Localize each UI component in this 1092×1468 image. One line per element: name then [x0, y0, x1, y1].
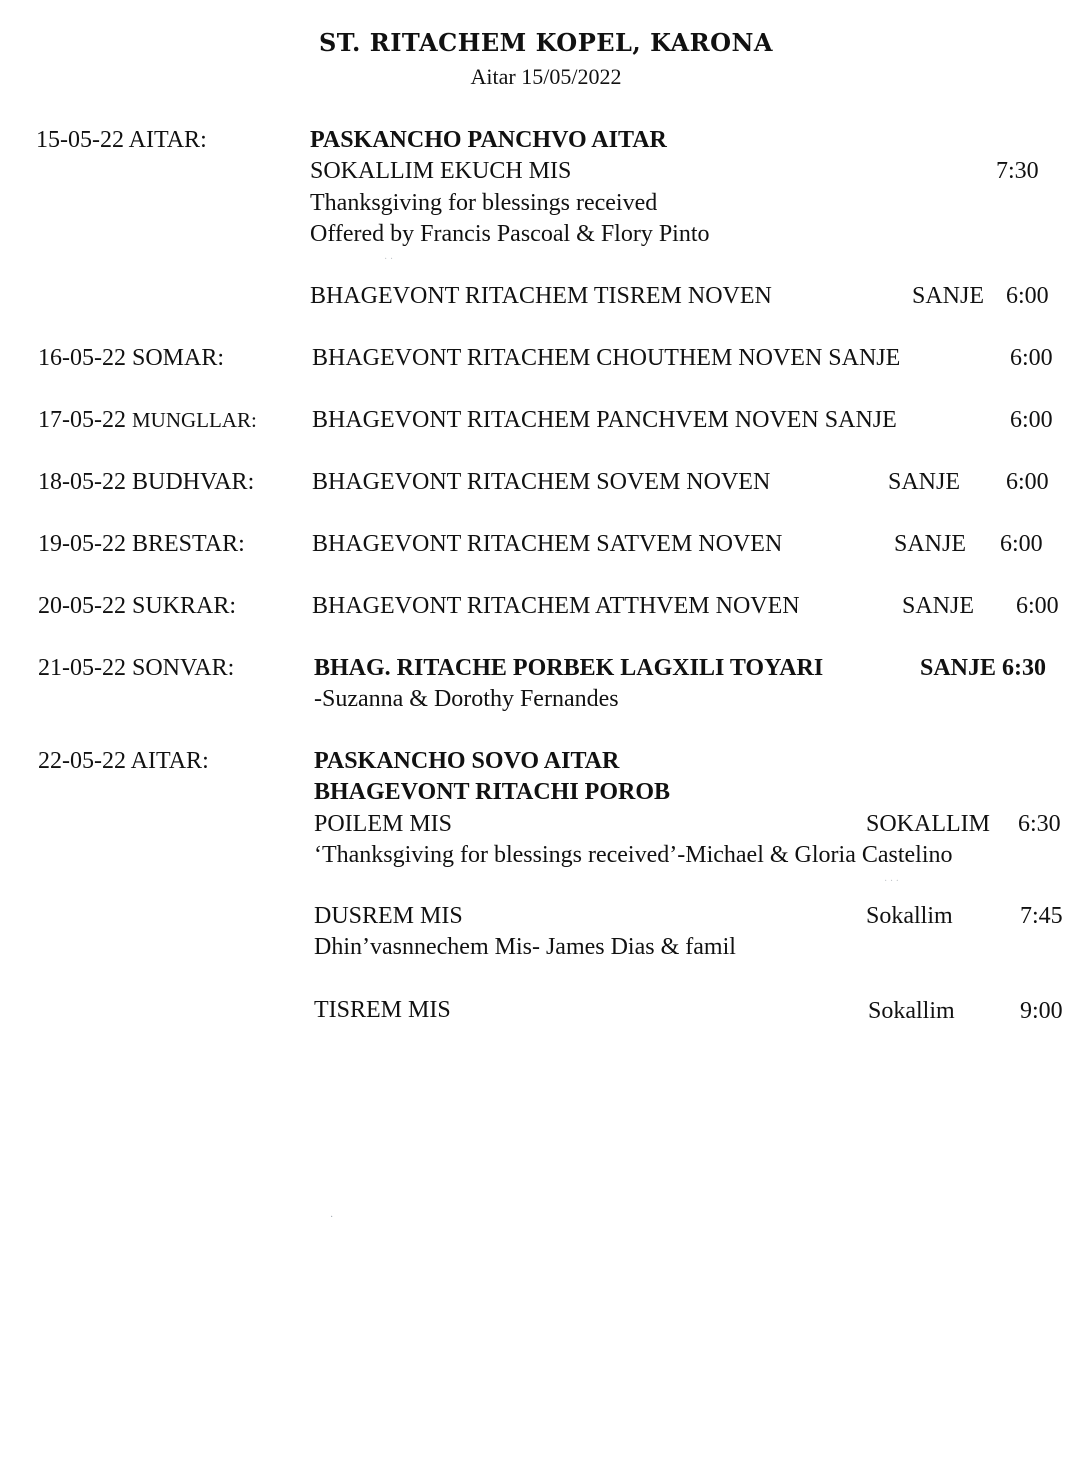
entry-note: Thanksgiving for blessings received: [310, 190, 658, 216]
entry-time: 7:30: [996, 158, 1039, 184]
entry-line: BHAGEVONT RITACHEM PANCHVEM NOVEN SANJE: [312, 407, 897, 433]
entry-date: 20-05-22 SUKRAR:: [38, 593, 237, 619]
entry-date: 18-05-22 BUDHVAR:: [38, 469, 255, 495]
entry-label: Sokallim: [866, 903, 953, 929]
entry-date: 19-05-22 BRESTAR:: [38, 531, 245, 557]
entry-heading: PASKANCHO SOVO AITAR: [314, 748, 620, 774]
scan-speck: ·: [330, 1212, 334, 1223]
entry-note: -Suzanna & Dorothy Fernandes: [314, 686, 619, 712]
entry-line: BHAGEVONT RITACHEM SATVEM NOVEN: [312, 531, 783, 557]
entry-label: SANJE: [902, 593, 975, 619]
entry-time: 6:00: [1010, 407, 1053, 433]
scan-speck: · · ·: [884, 876, 899, 887]
entry-time: 9:00: [1020, 998, 1063, 1024]
entry-line: SOKALLIM EKUCH MIS: [310, 158, 572, 184]
page-subtitle: Aitar 15/05/2022: [470, 64, 622, 89]
entry-heading: BHAG. RITACHE PORBEK LAGXILI TOYARI: [314, 655, 824, 681]
entry-label: SANJE: [894, 531, 967, 557]
entry-time: 6:00: [1006, 283, 1049, 309]
entry-line: BHAGEVONT RITACHEM ATTHVEM NOVEN: [312, 593, 800, 619]
entry-date: 17-05-22 MUNGLLAR:: [38, 407, 257, 433]
entry-date: 21-05-22 SONVAR:: [38, 655, 235, 681]
entry-line: BHAGEVONT RITACHEM SOVEM NOVEN: [312, 469, 771, 495]
entry-label: SOKALLIM: [866, 811, 990, 837]
entry-label: Sokallim: [868, 998, 955, 1024]
entry-time: 6:30: [1018, 811, 1061, 837]
entry-line: DUSREM MIS: [314, 903, 463, 929]
entry-line: POILEM MIS: [314, 811, 453, 837]
entry-time: 7:45: [1020, 903, 1063, 929]
entry-note: ‘Thanksgiving for blessings received’-Michael & Gloria Castelino: [314, 842, 953, 868]
entry-label: SANJE: [912, 283, 985, 309]
entry-line: BHAGEVONT RITACHEM CHOUTHEM NOVEN SANJE: [312, 345, 901, 371]
entry-line: TISREM MIS: [314, 997, 451, 1023]
entry-note: Offered by Francis Pascoal & Flory Pinto: [310, 221, 710, 247]
entry-heading: PASKANCHO PANCHVO AITAR: [310, 127, 667, 153]
entry-label: SANJE: [888, 469, 961, 495]
entry-time: 6:00: [1010, 345, 1053, 371]
entry-note: Dhin’vasnnechem Mis- James Dias & famil: [314, 934, 736, 960]
entry-heading: BHAGEVONT RITACHI POROB: [314, 779, 671, 805]
entry-time: 6:00: [1016, 593, 1059, 619]
entry-line: BHAGEVONT RITACHEM TISREM NOVEN: [310, 283, 772, 309]
entry-label-time: SANJE 6:30: [920, 655, 1047, 681]
entry-date: 16-05-22 SOMAR:: [38, 345, 225, 371]
entry-time: 6:00: [1006, 469, 1049, 495]
page-title: ST. RITACHEM KOPEL, KARONA: [318, 28, 774, 57]
entry-date: 15-05-22 AITAR:: [36, 127, 207, 153]
entry-time: 6:00: [1000, 531, 1043, 557]
entry-date: 22-05-22 AITAR:: [38, 748, 209, 774]
scan-speck: · ·: [384, 254, 394, 265]
